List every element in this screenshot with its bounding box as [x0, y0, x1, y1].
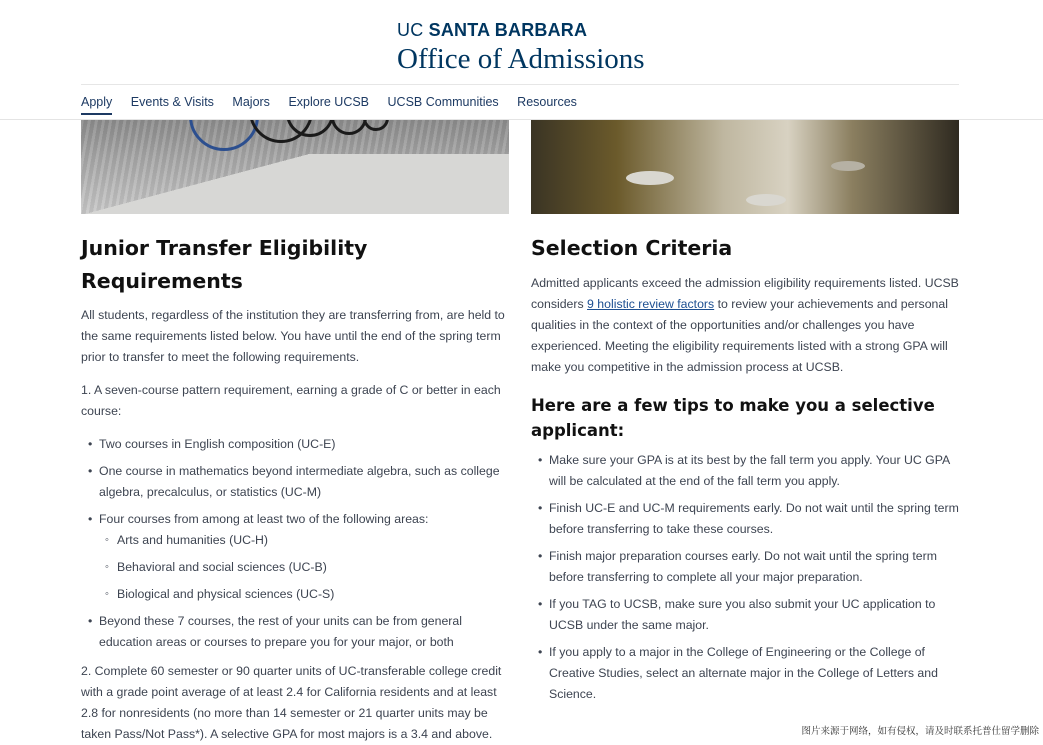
eligibility-heading-line2: Requirements	[81, 269, 243, 293]
brand-uc: UC	[397, 20, 424, 40]
nav-majors[interactable]: Majors	[232, 95, 270, 109]
list-item: • Two courses in English composition (UC-E)	[81, 434, 509, 455]
nav-resources[interactable]: Resources	[517, 95, 577, 109]
selection-criteria-section	[531, 232, 959, 705]
tips-heading: Here are a few tips to make you a selective applicant:	[531, 396, 935, 440]
lab-stool	[626, 171, 674, 185]
nav-events-visits[interactable]: Events & Visits	[130, 95, 214, 109]
photo-curb	[81, 154, 509, 214]
header-divider	[81, 84, 959, 85]
requirement-one: 1. A seven-course pattern requirement, earning a grade of C or better in each course:	[81, 383, 501, 418]
eligibility-heading-line1: Junior Transfer Eligibility	[81, 236, 368, 260]
eligibility-intro: All students, regardless of the institution they are transferring from, are held to the same requirements listed below. You have until the end of the spring term prior to transfer to meet the following requirements.	[81, 308, 505, 364]
requirement-two: 2. Complete 60 semester or 90 quarter units of UC-transferable college credit with a grade point average of at least 2.4 for California residents and at least 2.8 for nonresidents (no more than 14 semester or 21 quarter units may be taken Pass/Not Pass*). A selective GPA for most majors is a 3.4 and above.	[81, 664, 502, 741]
eligibility-heading	[81, 232, 509, 298]
nav-explore-ucsb[interactable]: Explore UCSB	[288, 95, 370, 109]
list-subitem: ◦ Biological and physical sciences (UC-S)	[81, 584, 509, 605]
image-watermark: 图片来源于网络，如有侵权，请及时联系托普仕留学删除	[801, 723, 1039, 737]
list-item: • Four courses from among at least two of the following areas:	[81, 509, 509, 530]
photo-lab-workshop	[531, 119, 959, 214]
site-header	[0, 0, 1043, 120]
brand-university	[397, 20, 645, 40]
list-item: • Finish UC-E and UC-M requirements early. Do not wait until the spring term before transferring to take these courses.	[531, 498, 959, 540]
list-item: • If you TAG to UCSB, make sure you also submit your UC application to UCSB under the same major.	[531, 594, 959, 636]
bike-wheel	[363, 119, 389, 131]
criteria-text-start: Admitted applicants exceed the admission eligibility requirements listed. UCSB considers	[531, 276, 959, 311]
selection-criteria-heading: Selection Criteria	[531, 236, 733, 260]
selection-criteria-text	[531, 273, 959, 378]
course-pattern-list	[81, 434, 509, 653]
bike-wheel	[331, 119, 367, 135]
bike-wheel	[189, 119, 259, 151]
list-subitem: ◦ Arts and humanities (UC-H)	[81, 530, 509, 551]
list-subitem: ◦ Behavioral and social sciences (UC-B)	[81, 557, 509, 578]
lab-stool	[746, 194, 786, 206]
nav-apply[interactable]: Apply	[81, 94, 112, 115]
holistic-review-factors-link[interactable]: 9 holistic review factors	[587, 297, 715, 311]
brand-santa-barbara: SANTA BARBARA	[428, 20, 588, 40]
lab-stool	[831, 161, 865, 171]
main-nav	[81, 94, 595, 115]
tips-list	[531, 450, 959, 705]
photo-bicycles-pavement	[81, 119, 509, 214]
criteria-text-end: to review your achievements and personal qualities in the context of the opportunities and/or challenges you have experienced. Meeting the eligibility requirements listed with a strong GPA will make you competitive in the admission process at UCSB.	[531, 297, 948, 374]
list-item: • If you apply to a major in the College of Engineering or the College of Creative Studies, select an alternate major in the College of Letters and Science.	[531, 642, 959, 705]
eligibility-section	[81, 232, 509, 745]
nav-ucsb-communities[interactable]: UCSB Communities	[387, 95, 499, 109]
brand-logo[interactable]	[397, 20, 645, 76]
list-item: • Make sure your GPA is at its best by the fall term you apply. Your UC GPA will be calculated at the end of the fall term you apply.	[531, 450, 959, 492]
list-item: • Finish major preparation courses early. Do not wait until the spring term before transferring to complete all your major preparation.	[531, 546, 959, 588]
list-item: • One course in mathematics beyond intermediate algebra, such as college algebra, precalculus, or statistics (UC-M)	[81, 461, 509, 503]
brand-office-title: Office of Admissions	[397, 43, 645, 75]
list-item: • Beyond these 7 courses, the rest of your units can be from general education areas or courses to prepare you for your major, or both	[81, 611, 509, 653]
